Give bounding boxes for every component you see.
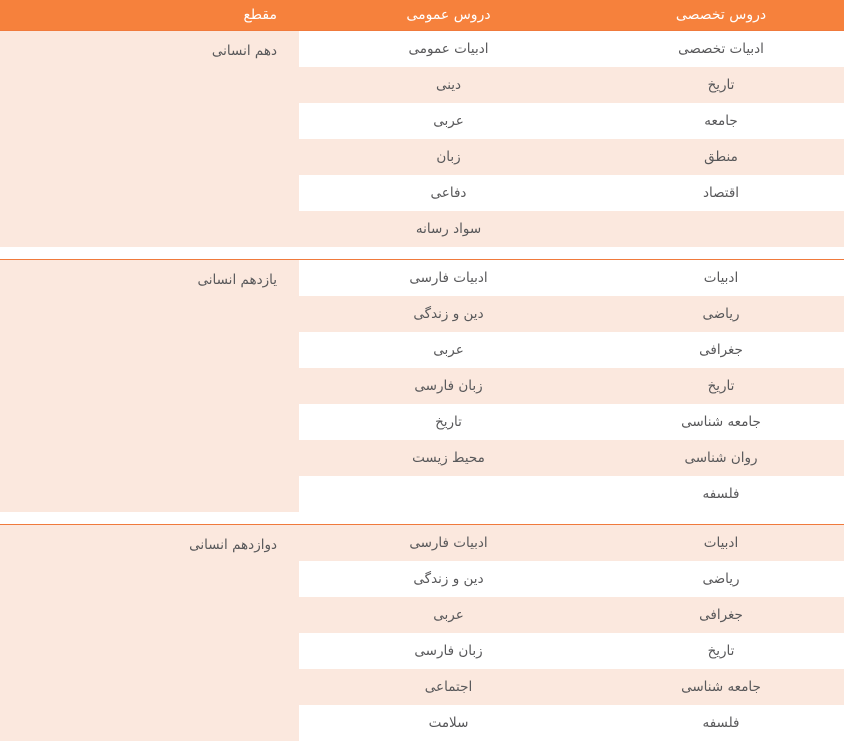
cell-general-course: عربی [299, 597, 598, 633]
column-header-special: دروس تخصصی [598, 0, 844, 31]
cell-special-course: جامعه شناسی [598, 669, 844, 705]
table-row [0, 525, 844, 562]
cell-special-course: جغرافی [598, 332, 844, 368]
cell-general-course: زبان فارسی [299, 368, 598, 404]
cell-general-course: ادبیات فارسی [299, 260, 598, 297]
cell-general-course: سواد رسانه [299, 211, 598, 247]
cell-general-course: دفاعی [299, 175, 598, 211]
cell-special-course: اقتصاد [598, 175, 844, 211]
cell-general-course: ادبیات عمومی [299, 31, 598, 68]
cell-special-course: ریاضی [598, 561, 844, 597]
cell-level-0: دهم انسانی [0, 31, 299, 248]
cell-special-course: جامعه شناسی [598, 404, 844, 440]
column-header-general: دروس عمومی [299, 0, 598, 31]
cell-general-course: ادبیات فارسی [299, 525, 598, 562]
table-body [0, 31, 844, 741]
cell-general-course: محیط زیست [299, 440, 598, 476]
cell-special-course: ریاضی [598, 296, 844, 332]
cell-general-course: سلامت [299, 705, 598, 741]
cell-special-course: روان شناسی [598, 440, 844, 476]
cell-special-course: تاریخ [598, 67, 844, 103]
table-row [0, 260, 844, 297]
cell-special-course: فلسفه [598, 476, 844, 512]
cell-special-course [598, 211, 844, 247]
table-row [0, 31, 844, 68]
cell-special-course: جغرافی [598, 597, 844, 633]
cell-special-course: تاریخ [598, 368, 844, 404]
cell-special-course: ادبیات [598, 260, 844, 297]
cell-general-course: زبان فارسی [299, 633, 598, 669]
cell-general-course: عربی [299, 332, 598, 368]
group-separator [0, 512, 844, 525]
header-row [0, 0, 844, 31]
cell-level-2: دوازدهم انسانی [0, 525, 299, 741]
cell-general-course: اجتماعی [299, 669, 598, 705]
cell-general-course: عربی [299, 103, 598, 139]
cell-special-course: فلسفه [598, 705, 844, 741]
cell-special-course: تاریخ [598, 633, 844, 669]
cell-general-course: دینی [299, 67, 598, 103]
cell-special-course: منطق [598, 139, 844, 175]
cell-special-course: ادبیات [598, 525, 844, 562]
group-separator-cell [0, 247, 844, 260]
cell-general-course [299, 476, 598, 512]
table-header [0, 0, 844, 31]
cell-special-course: ادبیات تخصصی [598, 31, 844, 68]
group-separator [0, 247, 844, 260]
cell-special-course: جامعه [598, 103, 844, 139]
column-header-level: مقطع [0, 0, 299, 31]
cell-level-1: یازدهم انسانی [0, 260, 299, 513]
cell-general-course: دین و زندگی [299, 561, 598, 597]
cell-general-course: دین و زندگی [299, 296, 598, 332]
group-separator-cell [0, 512, 844, 525]
cell-general-course: زبان [299, 139, 598, 175]
cell-general-course: تاریخ [299, 404, 598, 440]
